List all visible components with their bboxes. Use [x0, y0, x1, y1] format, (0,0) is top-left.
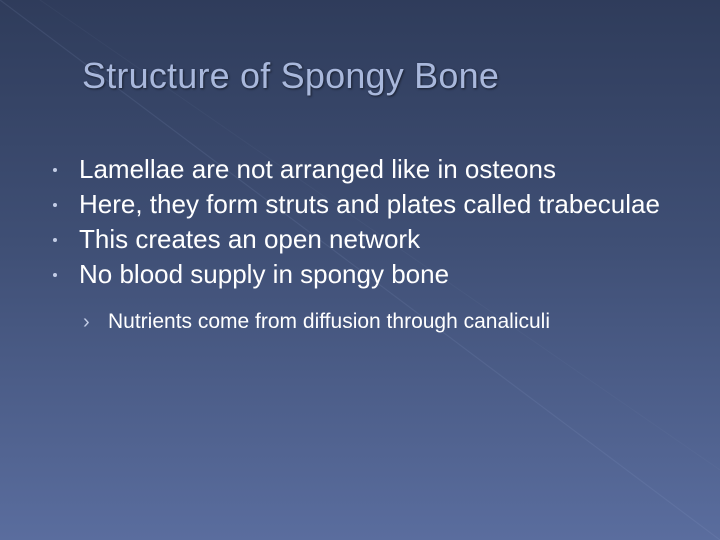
bullet-item — [53, 222, 693, 257]
bullet-item — [53, 257, 693, 292]
bullet-item — [53, 187, 693, 222]
dot-bullet-icon — [53, 238, 57, 242]
sub-bullet-item — [53, 308, 693, 336]
slide-body — [53, 152, 693, 336]
slide-title: Structure of Spongy Bone — [82, 55, 500, 96]
bullet-text: This creates an open network — [79, 224, 421, 254]
sub-bullet-text: Nutrients come from diffusion through canaliculi — [108, 310, 550, 333]
chevron-right-icon: › — [83, 311, 90, 333]
dot-bullet-icon — [53, 168, 57, 172]
bullet-item — [53, 152, 693, 187]
bullet-text: No blood supply in spongy bone — [79, 259, 450, 289]
dot-bullet-icon — [53, 203, 57, 207]
bullet-text: Lamellae are not arranged like in osteons — [79, 154, 556, 184]
dot-bullet-icon — [53, 273, 57, 277]
bullet-text: Here, they form struts and plates called trabeculae — [79, 189, 660, 219]
